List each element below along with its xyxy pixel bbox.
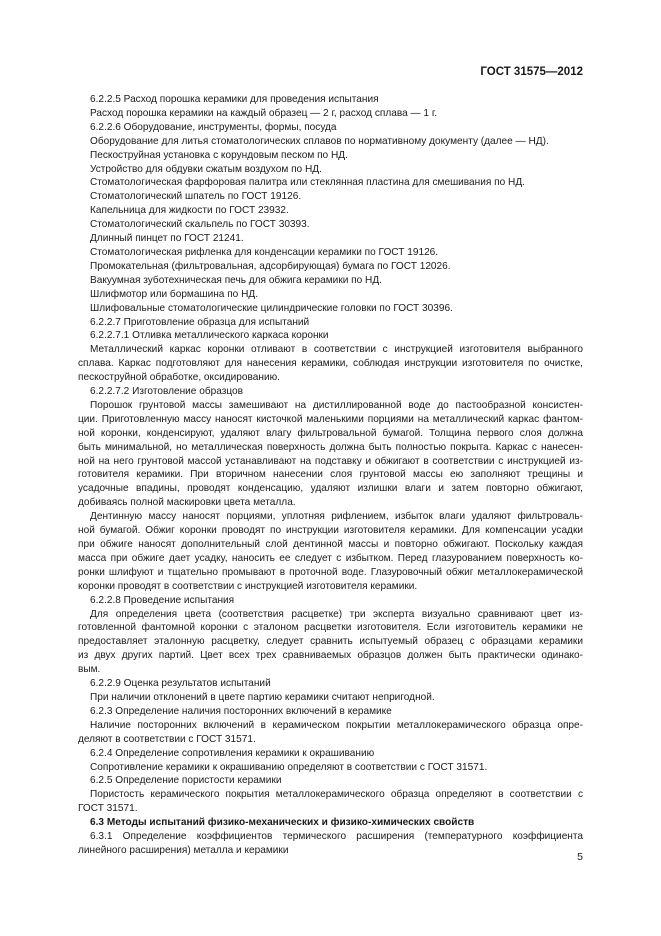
- text-line: Наличие посторонних включений в керамическом покрытии металлокерамического образца опре-: [90, 719, 583, 731]
- text-line: Вакуумная зуботехническая печь для обжига керамики по НД.: [90, 274, 382, 286]
- text-line: готовленной фантомной коронки с эталоном расцветки изготовителя. Если изготовитель керамики не: [78, 622, 583, 634]
- text-line: 6.2.4 Определение сопротивления керамики к окрашиванию: [90, 747, 375, 759]
- text-line: 6.2.2.7 Приготовление образца для испытаний: [90, 316, 310, 328]
- page-number: 5: [577, 851, 583, 863]
- text-line: Капельница для жидкости по ГОСТ 23932.: [90, 205, 289, 217]
- text-line: Пористость керамического покрытия металлокерамического образца определяют в соответствии с: [90, 789, 583, 801]
- text-line: Дентинную массу наносят порциями, уплотняя рифлением, избыток влаги удаляют фильтроваль-: [90, 511, 583, 523]
- text-line: ГОСТ 31571.: [78, 803, 138, 815]
- text-line: ной коронки, конденсируют, удаляют влагу фильтровальной бумагой. Толщина первого слоя должна: [78, 427, 583, 439]
- text-line: вым.: [78, 664, 101, 676]
- text-line: быть минимальной, но металлическая поверхность должна быть полностью покрыта. Каркас с нанесен-: [78, 441, 583, 453]
- text-line: Длинный пинцет по ГОСТ 21241.: [90, 233, 244, 245]
- text-line: масса при обжиге дает усадку, наносить ее следует с избытком. Перед глазурованием поверхность ко-: [78, 552, 583, 564]
- document-body: [78, 93, 583, 858]
- text-line: пескоструйной обработке, оксидированию.: [78, 372, 280, 384]
- text-line: 6.2.2.9 Оценка результатов испытаний: [90, 678, 271, 690]
- text-line: Устройство для обдувки сжатым воздухом по НД.: [90, 163, 322, 175]
- text-line: 6.3 Методы испытаний физико-механических и физико-химических свойств: [90, 817, 475, 829]
- text-line: линейного расширения) металла и керамики: [78, 844, 289, 856]
- text-line: 6.2.2.7.1 Отливка металлического каркаса коронки: [90, 330, 329, 342]
- text-line: предоставляет эталонную расцветку, следует сравнить испытуемый образец с образцами керамики: [78, 636, 583, 648]
- text-line: При наличии отклонений в цвете партию керамики считают непригодной.: [90, 691, 435, 703]
- text-line: деляют в соответствии с ГОСТ 31571.: [78, 733, 256, 745]
- text-line: Шлифовальные стоматологические цилиндрические головки по ГОСТ 30396.: [90, 302, 453, 314]
- text-line: ции. Приготовленную массу наносят кисточкой маленькими порциями на металлический каркас фантом-: [78, 413, 583, 425]
- text-line: 6.3.1 Определение коэффициентов термического расширения (температурного коэффициента: [90, 831, 583, 843]
- text-line: Сопротивление керамики к окрашиванию определяют в соответствии с ГОСТ 31571.: [90, 761, 488, 773]
- text-line: ной на него грунтовой массой устанавливают на подставку и обжигают в соответствии с инструкцией из-: [78, 455, 583, 467]
- text-line: Оборудование для литья стоматологических сплавов по нормативному документу (далее — НД).: [90, 135, 549, 147]
- text-line: Промокательная (фильтровальная, адсорбирующая) бумага по ГОСТ 12026.: [90, 260, 451, 272]
- text-line: Стоматологическая фарфоровая палитра или стеклянная пластина для смешивания по НД.: [90, 177, 525, 189]
- text-line: коронки проводят в соответствии с инструкцией изготовителя керамики.: [78, 580, 418, 592]
- text-line: Расход порошка керамики на каждый образец — 2 г, расход сплава — 1 г.: [90, 107, 438, 119]
- text-line: 6.2.3 Определение наличия посторонних включений в керамике: [90, 705, 392, 717]
- text-line: готовителя керамики. При вторичном нанесении слоя грунтовой массы ею заполняют трещины и: [78, 469, 583, 481]
- text-line: 6.2.2.6 Оборудование, инструменты, формы, посуда: [90, 121, 337, 133]
- document-header-gost-number: ГОСТ 31575—2012: [480, 66, 583, 78]
- text-line: ной бумагой. Обжиг коронки проводят по инструкции изготовителя керамики. Для компенсации усадки: [78, 525, 583, 537]
- text-line: Стоматологический шпатель по ГОСТ 19126.: [90, 191, 302, 203]
- text-line: Металлический каркас коронки отливают в соответствии с инструкцией изготовителя выбранного: [90, 344, 583, 356]
- text-line: при обжиге наносят дополнительный слой дентинной массы и повторно обжигают. Поскольку каждая: [78, 539, 583, 550]
- text-line: Стоматологическая рифленка для конденсации керамики по ГОСТ 19126.: [90, 246, 439, 258]
- text-line: добиваясь полной маскировки цвета металла.: [78, 497, 296, 509]
- text-line: Стоматологический скальпель по ГОСТ 30393.: [90, 219, 310, 231]
- text-line: усадочные впадины, проводят конденсацию, удаляют излишки влаги и затем повторно обжигают,: [78, 483, 583, 495]
- text-line: Пескоструйная установка с корундовым песком по НД.: [90, 149, 348, 161]
- text-line: Порошок грунтовой массы замешивают на дистиллированной воде до пастообразной консистен-: [90, 399, 583, 411]
- text-line: Для определения цвета (соответствия расцветке) три эксперта визуально сравнивают цвет из-: [90, 608, 583, 620]
- text-line: 6.2.2.7.2 Изготовление образцов: [90, 386, 243, 398]
- text-line: 6.2.2.8 Проведение испытания: [90, 594, 235, 606]
- text-line: ронки шлифуют и тщательно промывают в проточной воде. Глазуровочный обжиг металлокерамической: [78, 566, 583, 578]
- text-line: из двух других партий. Цвет всех трех сравниваемых образцов должен быть практически одинако-: [78, 650, 583, 662]
- text-line: 6.2.2.5 Расход порошка керамики для проведения испытания: [90, 94, 379, 105]
- text-line: сплава. Каркас подготовляют для нанесения керамики, соблюдая инструкции изготовителя по очистке,: [78, 358, 583, 370]
- text-line: Шлифмотор или бормашина по НД.: [90, 288, 259, 300]
- text-line: 6.2.5 Определение пористости керамики: [90, 775, 282, 787]
